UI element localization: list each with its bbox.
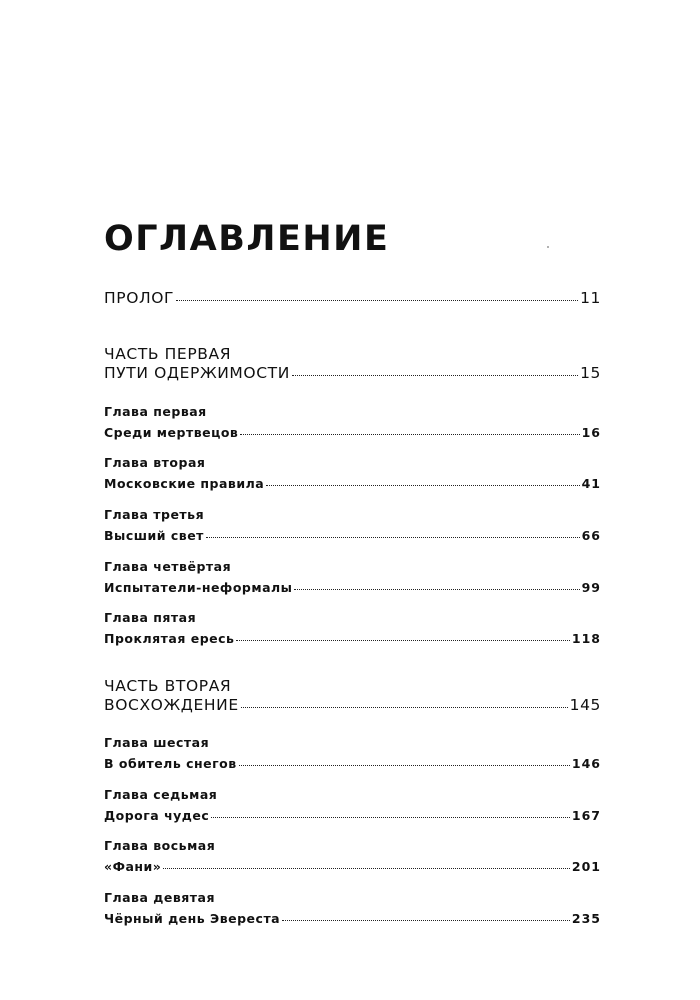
entry-title: ПРОЛОГ (104, 289, 175, 307)
dot-leader (239, 765, 570, 766)
toc-entry-chapter-1[interactable] (104, 401, 601, 443)
toc-entry-chapter-6[interactable] (104, 732, 601, 774)
paper-speck (547, 246, 549, 248)
toc-entry-chapter-7[interactable] (104, 784, 601, 826)
toc-entry-chapter-9[interactable] (104, 887, 601, 929)
dot-leader (282, 920, 570, 921)
page-number: 11 (580, 289, 601, 307)
toc-entry-chapter-2[interactable] (104, 452, 601, 494)
toc-entry-part-2[interactable] (104, 677, 601, 715)
chapter-number: Глава седьмая (104, 787, 218, 802)
part-heading: ЧАСТЬ ПЕРВАЯ (104, 345, 232, 363)
entry-title: Проклятая ересь (104, 631, 235, 646)
part-heading: ЧАСТЬ ВТОРАЯ (104, 677, 232, 695)
toc-line (104, 473, 601, 494)
entry-title: ПУТИ ОДЕРЖИМОСТИ (104, 364, 290, 382)
chapter-number: Глава третья (104, 507, 205, 522)
entry-title: Московские правила (104, 476, 265, 491)
page-number: 146 (571, 756, 601, 771)
toc-entry-part-1[interactable] (104, 345, 601, 383)
chapter-number: Глава восьмая (104, 838, 216, 853)
page-number: 167 (571, 808, 601, 823)
toc-line (104, 753, 601, 774)
toc-line (104, 422, 601, 443)
entry-title: Дорога чудес (104, 808, 210, 823)
dot-leader (176, 300, 578, 301)
page-number: 201 (571, 859, 601, 874)
chapter-number: Глава девятая (104, 890, 215, 905)
toc-line (104, 696, 601, 715)
chapter-number: Глава четвёртая (104, 559, 232, 574)
dot-leader (211, 817, 570, 818)
toc-entry-chapter-3[interactable] (104, 504, 601, 546)
toc-entry-chapter-4[interactable] (104, 556, 601, 598)
toc-line (104, 856, 601, 877)
toc-entry-chapter-5[interactable] (104, 607, 601, 649)
dot-leader (163, 868, 570, 869)
toc-line (104, 805, 601, 826)
toc-line (104, 628, 601, 649)
page-number: 99 (581, 580, 601, 595)
dot-leader (292, 375, 578, 376)
page-number: 66 (581, 528, 601, 543)
toc-line (104, 525, 601, 546)
page-number: 16 (581, 425, 601, 440)
chapter-number: Глава пятая (104, 610, 197, 625)
toc-line (104, 577, 601, 598)
toc-entry-prologue[interactable] (104, 289, 601, 308)
dot-leader (206, 537, 580, 538)
dot-leader (240, 434, 579, 435)
entry-title: «Фани» (104, 859, 162, 874)
dot-leader (266, 485, 579, 486)
page-number: 145 (569, 696, 601, 714)
dot-leader (241, 707, 568, 708)
toc-entry-chapter-8[interactable] (104, 835, 601, 877)
entry-title: Испытатели-неформалы (104, 580, 293, 595)
toc-line (104, 289, 601, 308)
chapter-number: Глава шестая (104, 735, 210, 750)
entry-title: Высший свет (104, 528, 204, 543)
entry-title: Среди мертвецов (104, 425, 239, 440)
toc-line (104, 908, 601, 929)
entry-title: Чёрный день Эвереста (104, 911, 281, 926)
entry-title: В обитель снегов (104, 756, 237, 771)
page-number: 41 (581, 476, 601, 491)
page-number: 15 (580, 364, 601, 382)
chapter-number: Глава первая (104, 404, 207, 419)
page-number: 118 (571, 631, 601, 646)
dot-leader (236, 640, 569, 641)
toc-line (104, 364, 601, 383)
chapter-number: Глава вторая (104, 455, 206, 470)
page-number: 235 (571, 911, 601, 926)
entry-title: ВОСХОЖДЕНИЕ (104, 696, 239, 714)
page-title: ОГЛАВЛЕНИЕ (104, 219, 390, 259)
dot-leader (294, 589, 579, 590)
